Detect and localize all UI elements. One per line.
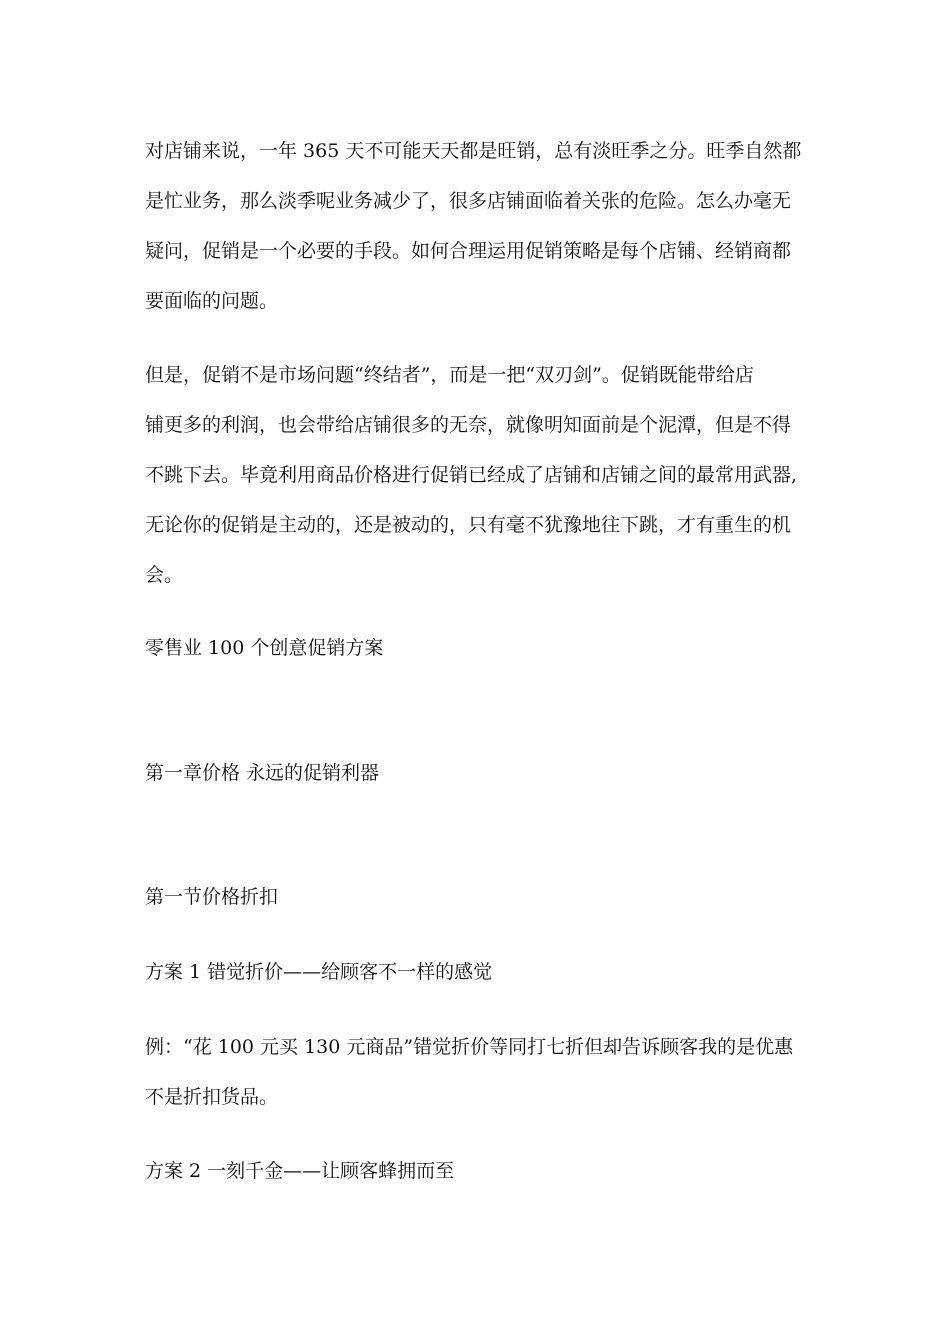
- paragraph-line: 是忙业务，那么淡季呢业务减少了，很多店铺面临着关张的危险。怎么办毫无: [145, 190, 792, 212]
- plan-1-example: [145, 1022, 807, 1122]
- plan-2-title: 方案 2 一刻千金——让顾客蜂拥而至: [145, 1160, 455, 1182]
- section-heading: 第一节价格折扣: [145, 886, 279, 908]
- intro-paragraph: [145, 126, 807, 326]
- double-edged-sword-paragraph: [145, 350, 807, 600]
- document-title: 零售业 100 个创意促销方案: [145, 637, 384, 659]
- paragraph-line: 铺更多的利润，也会带给店铺很多的无奈，就像明知面前是个泥潭，但是不得: [145, 414, 792, 436]
- paragraph-line: 例：“花 100 元买 130 元商品”错觉折价等同打七折但却告诉顾客我的是优惠: [145, 1036, 794, 1058]
- paragraph-line: 会。: [145, 564, 184, 586]
- plan-1-title: 方案 1 错觉折价——给顾客不一样的感觉: [145, 961, 493, 983]
- paragraph-line: 疑问，促销是一个必要的手段。如何合理运用促销策略是每个店铺、经销商都: [145, 240, 792, 262]
- paragraph-line: 不是折扣货品。: [145, 1086, 279, 1108]
- paragraph-line: 要面临的问题。: [145, 290, 279, 312]
- paragraph-line: 不跳下去。毕竟利用商品价格进行促销已经成了店铺和店铺之间的最常用武器,: [145, 464, 798, 486]
- paragraph-line: 但是，促销不是市场问题“终结者”，而是一把“双刃剑”。促销既能带给店: [145, 364, 754, 386]
- paragraph-line: 无论你的促销是主动的，还是被动的，只有毫不犹豫地往下跳，才有重生的机: [145, 514, 792, 536]
- chapter-heading: 第一章价格 永远的促销利器: [145, 762, 380, 784]
- paragraph-line: 对店铺来说，一年 365 天不可能天天都是旺销，总有淡旺季之分。旺季自然都: [145, 140, 802, 162]
